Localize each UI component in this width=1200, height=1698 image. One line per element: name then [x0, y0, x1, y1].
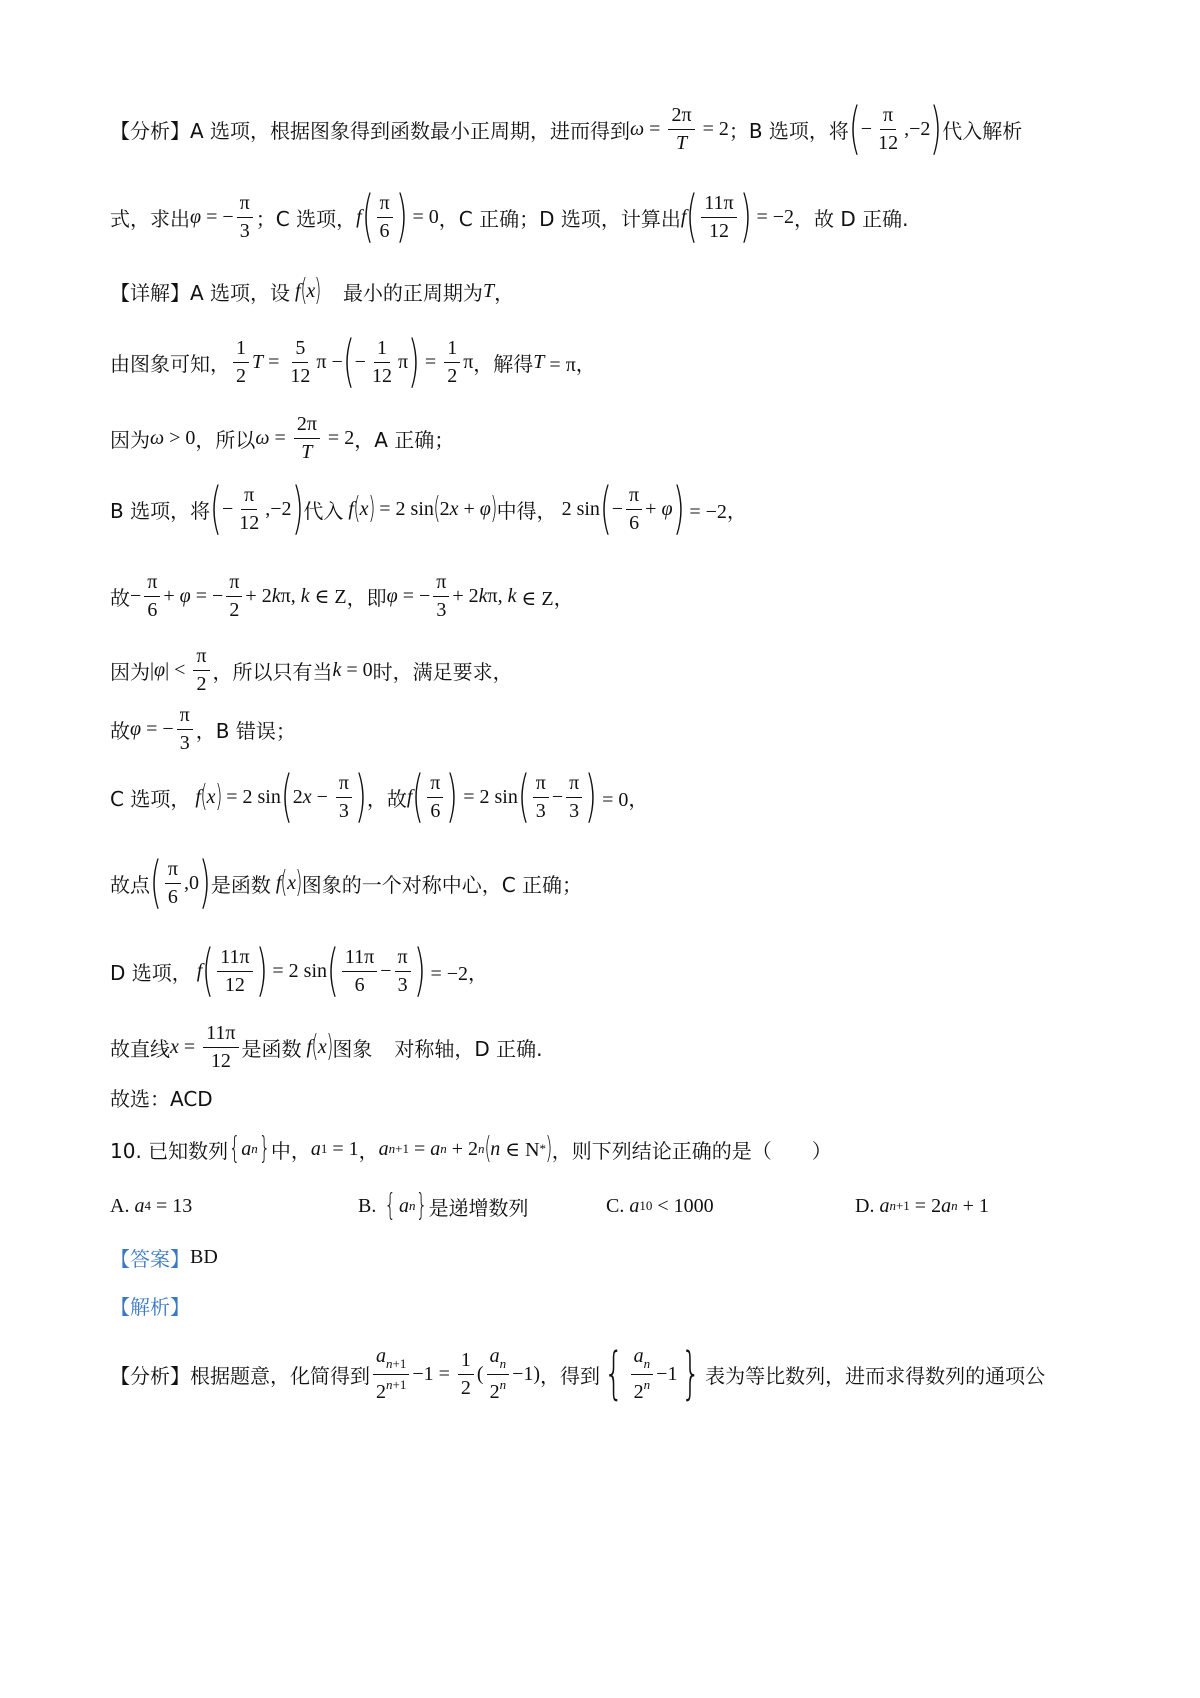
solution-line-7: 故 φ = − $\frac{\pi}{3}$ ，B 错误； [110, 703, 296, 754]
solution-line-6: 因为 | φ | < $\frac{\pi}{2}$ ，所以只有当 k = 0 时，满足要求， [110, 644, 513, 695]
solution-line-4: B 选项，将 ( − $\frac{\pi}{12}$ ,−2 ) 代入 f ( x ) = 2 sin ( 2 x + φ ) 中得， 2 sin ( − $\frac{\pi}{6}$ + φ ) = −2， [110, 476, 747, 541]
answer-tag: 【答案】 [110, 1246, 190, 1271]
solution-line-1: 【详解】A 选项，设 f ( x ) 最小的正周期为 T ， [110, 273, 515, 308]
answer-value: BD [190, 1245, 218, 1268]
question-10-stem: 10. 已知数列 { a n } 中， a 1 = 1 ， a n+1 = a n + 2 n ( n ∈ N * ) ，则下列结论正确的是（ ） [110, 1131, 832, 1166]
solution-line-10: D 选项， f ( $\frac{11\pi}{12}$ ) = 2 sin ( $\frac{11\pi}{6}$ − $\frac{\pi}{3}$ ) = −2， [110, 938, 489, 1003]
option-c[interactable]: C. a 10 < 1000 [606, 1194, 714, 1217]
solution-line-5: 故 − $\frac{\pi}{6}$ + φ = − $\frac{\pi}{2}$ + 2 k π, k ∈ Z ，即 φ = − $\frac{\pi}{3}$ + 2 k π, k ∈ Z， [110, 570, 574, 621]
solution-line-3: 因为 ω > 0 ，所以 ω = $\frac{2\pi}{T}$ = 2 ，A 正确； [110, 412, 455, 463]
final-choice-line: 故选：ACD [110, 1086, 213, 1111]
answer-line [110, 1242, 218, 1272]
option-b[interactable]: B. { a n } 是递增数列 [358, 1188, 529, 1223]
analysis-line-q10: 【分析】根据题意，化简得到 $\frac{a_{n+1}}{2^{n+1}}$ −1 = $\frac{1}{2}$ ( $\frac{a_n}{2^n}$ −1) ，得到 { $\frac{a_n}{2^n}$ −1 } 表为等比数列，进而求得数列的通项公 [110, 1341, 1046, 1406]
solution-line-2: 由图象可知， $\frac{1}{2}$ T = $\frac{5}{12}$ π − ( − $\frac{1}{12}$ π ) = $\frac{1}{2}$ π ，解得 T = π， [110, 329, 596, 394]
option-d[interactable]: D. a n+1 = 2 a n + 1 [855, 1194, 989, 1217]
solution-line-9: 故点 ( $\frac{\pi}{6}$ ,0 ) 是函数 f ( x ) 图象的一个对称中心，C 正确； [110, 850, 583, 915]
solution-line-8: C 选项， f ( x ) = 2 sin ( 2 x − $\frac{\pi}{3}$ ) ，故 f ( $\frac{\pi}{6}$ ) = 2 sin ( $\frac{\pi}{3}$ − $\frac{\pi}{3}$ ) = 0， [110, 764, 649, 829]
analysis-tag-line [110, 1290, 190, 1320]
option-a[interactable]: A. a 4 = 13 [110, 1194, 193, 1217]
solution-line-11: 故直线 x = $\frac{11\pi}{12}$ 是函数 f ( x ) 图象 对称轴，D 正确. [110, 1021, 543, 1072]
analysis-line-1: 【分析】A 选项，根据图象得到函数最小正周期，进而得到 ω = $\frac{2\pi}{T}$ = 2 ；B 选项，将 ( − $\frac{\pi}{12}$ ,−2 ) 代入解析 [110, 96, 1023, 161]
analysis-line-2: 式，求出 φ = − $\frac{\pi}{3}$ ；C 选项， f ( $\frac{\pi}{6}$ ) = 0 ，C 正确；D 选项，计算出 f ( $\frac{11\pi}{12}$ ) = −2 ，故 D 正确. [110, 184, 909, 249]
analysis-tag: 【解析】 [110, 1294, 190, 1319]
